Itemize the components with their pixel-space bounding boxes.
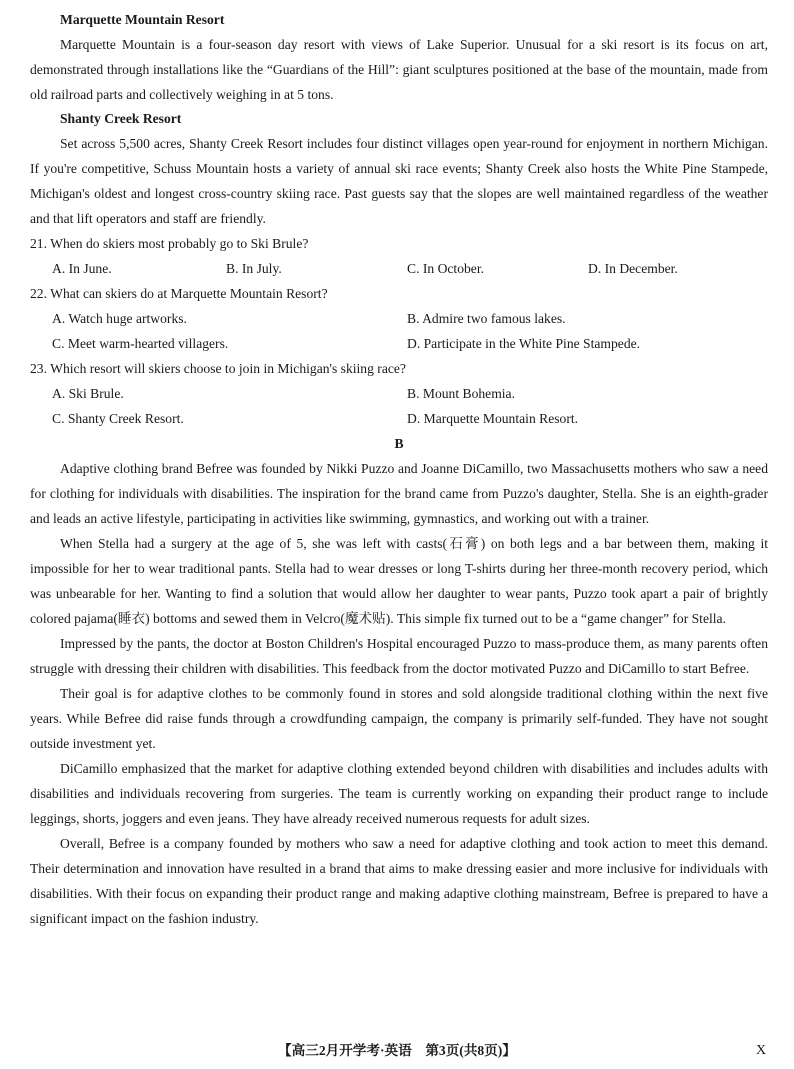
resort-paragraph-marquette: Marquette Mountain is a four-season day resort with views of Lake Superior. Unusual for a ski resort is its focus on art, demonstrated through installations like the “Guardians of the Hill”: giant sculptures positioned at the base of the mountain, made from old railroad parts and collectively weighing in at 5 tons.: [30, 37, 768, 102]
footer-mark: X: [756, 1043, 767, 1058]
passage-b-paragraph-3: Impressed by the pants, the doctor at Boston Children's Hospital encouraged Puzzo to mass-produce them, as many parents often struggle with dressing their children with disabilities. This feedback from the doctor motivated Puzzo and DiCamillo to start Befree.: [30, 636, 768, 676]
option-22-c: C. Meet warm-hearted villagers.: [52, 336, 229, 351]
passage-b-paragraph-6: Overall, Befree is a company founded by mothers who saw a need for adaptive clothing and took action to meet this demand. Their determination and innovation have resulted in a brand that aims to make dressing easier and more inclusive for individuals with disabilities. With their focus on expanding their product range and making adaptive clothing mainstream, Befree is prepared to have a significant impact on the fashion industry.: [30, 836, 768, 926]
option-21-b: B. In July.: [226, 261, 282, 276]
option-22-a: A. Watch huge artworks.: [52, 311, 187, 326]
option-23-b: B. Mount Bohemia.: [407, 386, 515, 401]
option-22-d: D. Participate in the White Pine Stampede.: [407, 336, 641, 351]
option-23-d: D. Marquette Mountain Resort.: [407, 411, 579, 426]
option-23-a: A. Ski Brule.: [52, 386, 124, 401]
page-footer: [0, 1040, 794, 1062]
passage-b-paragraph-2: When Stella had a surgery at the age of 5, she was left with casts(石膏) on both legs and a bar between them, making it impossible for her to wear traditional pants. Stella had to wear dresses or long T-shirts during her three-month recovery period, which was unbearable for her. Wanting to find a solution that would allow her daughter to wear pants, Puzzo took apart a pair of brightly colored pajama(睡衣) bottoms and sewed them in Velcro(魔术贴). This simple fix turned out to be a “game changer” for Stella.: [30, 536, 768, 626]
resort-heading-shanty-creek: Shanty Creek Resort: [60, 111, 182, 126]
question-23-options-row-2: [30, 406, 768, 431]
question-22-options-row-1: [30, 306, 768, 331]
question-21: 21. When do skiers most probably go to Ski Brule?: [30, 236, 309, 251]
resort-paragraph-shanty-creek: Set across 5,500 acres, Shanty Creek Resort includes four distinct villages open year-round for enjoyment in northern Michigan. If you're competitive, Schuss Mountain hosts a variety of annual ski race events; Shanty Creek also hosts the White Pine Stampede, Michigan's oldest and longest cross-country skiing race. Past guests say that the slopes are well maintained regardless of the weather and that lift operators and staff are friendly.: [30, 136, 768, 226]
passage-b-paragraph-5: DiCamillo emphasized that the market for adaptive clothing extended beyond children with disabilities and includes adults with disabilities and individuals recovering from surgeries. The team is currently working on expanding their product range to include leggings, shorts, joggers and even jeans. They have already received numerous requests for adult sizes.: [30, 761, 768, 826]
exam-page: [30, 8, 768, 931]
footer-page-info: 【高三2月开学考·英语 第3页(共8页)】: [278, 1043, 516, 1058]
option-21-a: A. In June.: [52, 261, 112, 276]
option-21-d: D. In December.: [588, 261, 678, 276]
option-23-c: C. Shanty Creek Resort.: [52, 411, 184, 426]
section-b-heading: B: [394, 436, 404, 451]
passage-b-paragraph-4: Their goal is for adaptive clothes to be commonly found in stores and sold alongside traditional clothing within the next five years. While Befree did raise funds through a crowdfunding campaign, the company is primarily self-funded. They have not sought outside investment yet.: [30, 686, 768, 751]
question-22: 22. What can skiers do at Marquette Mountain Resort?: [30, 286, 328, 301]
passage-b-paragraph-1: Adaptive clothing brand Befree was founded by Nikki Puzzo and Joanne DiCamillo, two Massachusetts mothers who saw a need for clothing for individuals with disabilities. The inspiration for the brand came from Puzzo's daughter, Stella. She is an eighth-grader and leads an active lifestyle, participating in activities like swimming, gymnastics, and working out with a trainer.: [30, 461, 768, 526]
resort-heading-marquette: Marquette Mountain Resort: [60, 12, 225, 27]
question-23: 23. Which resort will skiers choose to join in Michigan's skiing race?: [30, 361, 406, 376]
question-23-options-row-1: [30, 381, 768, 406]
option-21-c: C. In October.: [407, 261, 485, 276]
question-22-options-row-2: [30, 331, 768, 356]
question-21-options: [30, 256, 768, 281]
option-22-b: B. Admire two famous lakes.: [407, 311, 566, 326]
